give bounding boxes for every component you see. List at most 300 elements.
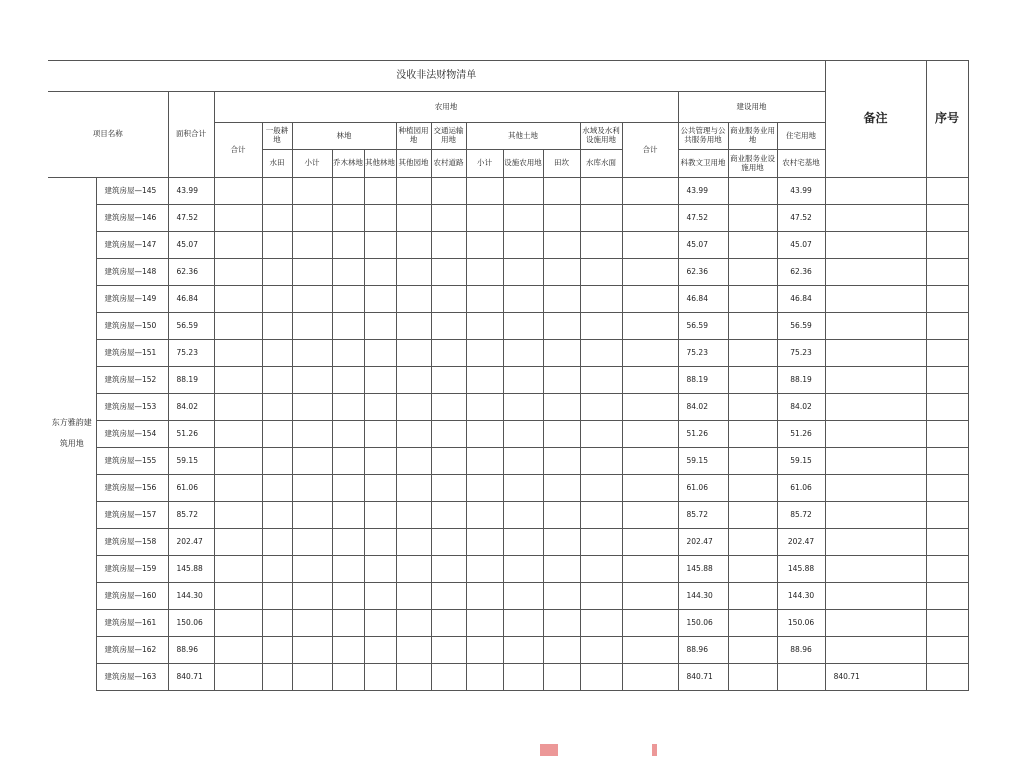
area-total-cell: 43.99 xyxy=(168,178,214,205)
public-mgmt-cell xyxy=(728,556,777,583)
empty-cell xyxy=(396,394,431,421)
commercial-cell: 62.36 xyxy=(777,259,825,286)
empty-cell xyxy=(332,637,364,664)
facility-agri-header: 设施农用地 xyxy=(503,150,543,178)
table-row xyxy=(48,583,968,610)
remark-cell xyxy=(926,502,968,529)
empty-cell xyxy=(543,421,580,448)
empty-cell xyxy=(580,475,622,502)
area-total-cell: 85.72 xyxy=(168,502,214,529)
empty-cell xyxy=(364,556,396,583)
empty-cell xyxy=(364,448,396,475)
construction-total-cell: 61.06 xyxy=(678,475,728,502)
empty-cell xyxy=(332,664,364,691)
table-row xyxy=(48,502,968,529)
residential-cell xyxy=(825,475,926,502)
remark-header: 备注 xyxy=(825,61,926,178)
empty-cell xyxy=(396,637,431,664)
empty-cell xyxy=(214,664,262,691)
area-total-cell: 59.15 xyxy=(168,448,214,475)
empty-cell xyxy=(292,313,332,340)
empty-cell xyxy=(622,610,678,637)
public-mgmt-cell xyxy=(728,502,777,529)
table-row xyxy=(48,313,968,340)
empty-cell xyxy=(262,232,292,259)
title-row xyxy=(48,61,968,92)
public-mgmt-cell xyxy=(728,205,777,232)
table-row xyxy=(48,259,968,286)
empty-cell xyxy=(622,502,678,529)
empty-cell xyxy=(214,556,262,583)
empty-cell xyxy=(262,394,292,421)
empty-cell xyxy=(431,610,466,637)
empty-cell xyxy=(466,205,503,232)
project-name-cell: 建筑房屋—148 xyxy=(96,259,168,286)
remark-cell xyxy=(926,610,968,637)
rural-homestead-header: 农村宅基地 xyxy=(777,150,825,178)
empty-cell xyxy=(503,637,543,664)
commercial-cell xyxy=(777,664,825,691)
empty-cell xyxy=(262,421,292,448)
commercial-cell: 88.19 xyxy=(777,367,825,394)
empty-cell xyxy=(503,502,543,529)
remark-cell xyxy=(926,529,968,556)
empty-cell xyxy=(214,529,262,556)
empty-cell xyxy=(543,205,580,232)
remark-cell xyxy=(926,205,968,232)
residential-cell xyxy=(825,286,926,313)
remark-cell xyxy=(926,232,968,259)
empty-cell xyxy=(466,394,503,421)
commercial-cell: 85.72 xyxy=(777,502,825,529)
empty-cell xyxy=(431,502,466,529)
scan-artifact-left xyxy=(540,744,558,756)
remark-cell xyxy=(926,340,968,367)
residential-cell xyxy=(825,313,926,340)
public-mgmt-cell xyxy=(728,664,777,691)
empty-cell xyxy=(503,475,543,502)
construction-total-cell: 202.47 xyxy=(678,529,728,556)
project-name-cell: 建筑房屋—152 xyxy=(96,367,168,394)
empty-cell xyxy=(431,394,466,421)
empty-cell xyxy=(431,448,466,475)
public-mgmt-cell xyxy=(728,286,777,313)
empty-cell xyxy=(214,178,262,205)
empty-cell xyxy=(580,367,622,394)
project-name-cell: 建筑房屋—151 xyxy=(96,340,168,367)
empty-cell xyxy=(543,637,580,664)
remark-cell xyxy=(926,448,968,475)
farmland-header: 农用地 xyxy=(214,92,678,123)
project-name-cell: 建筑房屋—158 xyxy=(96,529,168,556)
other-subtotal-header: 小计 xyxy=(466,150,503,178)
empty-cell xyxy=(466,583,503,610)
empty-cell xyxy=(332,583,364,610)
arbor-header: 乔木林地 xyxy=(332,150,364,178)
empty-cell xyxy=(543,448,580,475)
empty-cell xyxy=(503,610,543,637)
empty-cell xyxy=(503,556,543,583)
empty-cell xyxy=(543,286,580,313)
construction-total-cell: 47.52 xyxy=(678,205,728,232)
empty-cell xyxy=(396,286,431,313)
empty-cell xyxy=(580,394,622,421)
empty-cell xyxy=(262,637,292,664)
empty-cell xyxy=(332,421,364,448)
empty-cell xyxy=(580,502,622,529)
empty-cell xyxy=(580,340,622,367)
table-row xyxy=(48,232,968,259)
empty-cell xyxy=(292,205,332,232)
empty-cell xyxy=(622,556,678,583)
empty-cell xyxy=(622,475,678,502)
empty-cell xyxy=(466,421,503,448)
public-mgmt-header: 公共管理与公共服务用地 xyxy=(678,123,728,150)
project-name-cell: 建筑房屋—155 xyxy=(96,448,168,475)
empty-cell xyxy=(503,367,543,394)
residential-cell xyxy=(825,259,926,286)
commercial-cell: 61.06 xyxy=(777,475,825,502)
remark-cell xyxy=(926,583,968,610)
empty-cell xyxy=(364,637,396,664)
empty-cell xyxy=(262,448,292,475)
empty-cell xyxy=(262,502,292,529)
empty-cell xyxy=(262,556,292,583)
empty-cell xyxy=(466,286,503,313)
ridge-header: 田坎 xyxy=(543,150,580,178)
empty-cell xyxy=(466,232,503,259)
empty-cell xyxy=(396,610,431,637)
empty-cell xyxy=(580,448,622,475)
other-plantation-header: 其他园地 xyxy=(396,150,431,178)
empty-cell xyxy=(262,529,292,556)
confiscation-sheet xyxy=(48,60,968,688)
construction-total-cell: 43.99 xyxy=(678,178,728,205)
construction-total-cell: 84.02 xyxy=(678,394,728,421)
residential-cell xyxy=(825,529,926,556)
construction-total-cell: 45.07 xyxy=(678,232,728,259)
empty-cell xyxy=(332,394,364,421)
empty-cell xyxy=(214,286,262,313)
residential-cell xyxy=(825,421,926,448)
residential-cell xyxy=(825,583,926,610)
plantation-header: 种植园用地 xyxy=(396,123,431,150)
empty-cell xyxy=(580,610,622,637)
empty-cell xyxy=(396,502,431,529)
empty-cell xyxy=(622,367,678,394)
empty-cell xyxy=(214,205,262,232)
general-arable-header: 一般耕地 xyxy=(262,123,292,150)
empty-cell xyxy=(292,583,332,610)
empty-cell xyxy=(466,475,503,502)
empty-cell xyxy=(364,475,396,502)
empty-cell xyxy=(332,205,364,232)
residential-cell xyxy=(825,367,926,394)
remark-cell xyxy=(926,637,968,664)
empty-cell xyxy=(580,664,622,691)
empty-cell xyxy=(466,637,503,664)
empty-cell xyxy=(364,178,396,205)
empty-cell xyxy=(543,475,580,502)
empty-cell xyxy=(292,286,332,313)
area-total-cell: 75.23 xyxy=(168,340,214,367)
empty-cell xyxy=(396,448,431,475)
empty-cell xyxy=(292,502,332,529)
empty-cell xyxy=(431,664,466,691)
empty-cell xyxy=(466,664,503,691)
empty-cell xyxy=(214,259,262,286)
empty-cell xyxy=(503,529,543,556)
empty-cell xyxy=(466,556,503,583)
empty-cell xyxy=(431,178,466,205)
empty-cell xyxy=(543,259,580,286)
empty-cell xyxy=(292,421,332,448)
forest-subtotal-header: 小计 xyxy=(292,150,332,178)
empty-cell xyxy=(622,340,678,367)
project-name-header: 项目名称 xyxy=(48,92,168,178)
empty-cell xyxy=(364,664,396,691)
empty-cell xyxy=(364,529,396,556)
area-total-cell: 84.02 xyxy=(168,394,214,421)
empty-cell xyxy=(396,475,431,502)
project-name-cell: 建筑房屋—150 xyxy=(96,313,168,340)
commercial-facility-header: 商业服务业设施用地 xyxy=(728,150,777,178)
empty-cell xyxy=(503,286,543,313)
reservoir-header: 水库水面 xyxy=(580,150,622,178)
table-row xyxy=(48,475,968,502)
residential-cell xyxy=(825,394,926,421)
empty-cell xyxy=(580,259,622,286)
remark-cell xyxy=(926,286,968,313)
empty-cell xyxy=(503,421,543,448)
empty-cell xyxy=(292,394,332,421)
empty-cell xyxy=(214,367,262,394)
public-mgmt-cell xyxy=(728,259,777,286)
commercial-cell: 47.52 xyxy=(777,205,825,232)
scan-artifact-right xyxy=(652,744,657,756)
empty-cell xyxy=(262,340,292,367)
project-name-cell: 建筑房屋—163 xyxy=(96,664,168,691)
empty-cell xyxy=(332,502,364,529)
construction-total-cell: 88.19 xyxy=(678,367,728,394)
empty-cell xyxy=(431,259,466,286)
empty-cell xyxy=(503,664,543,691)
empty-cell xyxy=(431,232,466,259)
empty-cell xyxy=(622,637,678,664)
area-total-cell: 62.36 xyxy=(168,259,214,286)
empty-cell xyxy=(431,421,466,448)
residential-cell xyxy=(825,232,926,259)
commercial-cell: 46.84 xyxy=(777,286,825,313)
empty-cell xyxy=(580,529,622,556)
empty-cell xyxy=(364,421,396,448)
empty-cell xyxy=(622,394,678,421)
public-mgmt-cell xyxy=(728,367,777,394)
empty-cell xyxy=(292,475,332,502)
commercial-cell: 150.06 xyxy=(777,610,825,637)
table-row xyxy=(48,448,968,475)
empty-cell xyxy=(396,529,431,556)
area-total-cell: 45.07 xyxy=(168,232,214,259)
empty-cell xyxy=(396,556,431,583)
empty-cell xyxy=(622,448,678,475)
construction-total-cell: 56.59 xyxy=(678,313,728,340)
area-total-cell: 145.88 xyxy=(168,556,214,583)
empty-cell xyxy=(332,178,364,205)
commercial-cell: 43.99 xyxy=(777,178,825,205)
project-name-cell: 建筑房屋—156 xyxy=(96,475,168,502)
empty-cell xyxy=(503,205,543,232)
empty-cell xyxy=(364,340,396,367)
empty-cell xyxy=(214,448,262,475)
empty-cell xyxy=(503,448,543,475)
other-land-header: 其他土地 xyxy=(466,123,580,150)
other-forest-header: 其他林地 xyxy=(364,150,396,178)
remark-cell xyxy=(926,475,968,502)
remark-cell xyxy=(926,313,968,340)
commercial-cell: 145.88 xyxy=(777,556,825,583)
empty-cell xyxy=(332,286,364,313)
construction-total-cell: 145.88 xyxy=(678,556,728,583)
residential-cell xyxy=(825,340,926,367)
empty-cell xyxy=(543,610,580,637)
empty-cell xyxy=(292,529,332,556)
project-name-cell: 建筑房屋—145 xyxy=(96,178,168,205)
forest-header: 林地 xyxy=(292,123,396,150)
empty-cell xyxy=(262,205,292,232)
commercial-cell: 45.07 xyxy=(777,232,825,259)
table-row xyxy=(48,421,968,448)
construction-total-cell: 88.96 xyxy=(678,637,728,664)
empty-cell xyxy=(262,178,292,205)
empty-cell xyxy=(431,583,466,610)
empty-cell xyxy=(262,313,292,340)
empty-cell xyxy=(503,340,543,367)
construction-total-cell: 85.72 xyxy=(678,502,728,529)
empty-cell xyxy=(214,340,262,367)
empty-cell xyxy=(364,394,396,421)
empty-cell xyxy=(431,286,466,313)
empty-cell xyxy=(543,232,580,259)
empty-cell xyxy=(503,259,543,286)
empty-cell xyxy=(543,340,580,367)
construction-header: 建设用地 xyxy=(678,92,825,123)
empty-cell xyxy=(622,313,678,340)
construction-total-cell: 150.06 xyxy=(678,610,728,637)
empty-cell xyxy=(580,556,622,583)
empty-cell xyxy=(580,421,622,448)
empty-cell xyxy=(543,313,580,340)
empty-cell xyxy=(466,178,503,205)
commercial-cell: 202.47 xyxy=(777,529,825,556)
project-name-cell: 建筑房屋—146 xyxy=(96,205,168,232)
empty-cell xyxy=(543,394,580,421)
empty-cell xyxy=(332,313,364,340)
construction-total-cell: 75.23 xyxy=(678,340,728,367)
table-row xyxy=(48,205,968,232)
area-total-cell: 840.71 xyxy=(168,664,214,691)
empty-cell xyxy=(292,340,332,367)
empty-cell xyxy=(332,610,364,637)
empty-cell xyxy=(543,556,580,583)
empty-cell xyxy=(364,583,396,610)
empty-cell xyxy=(396,583,431,610)
empty-cell xyxy=(431,529,466,556)
project-name-cell: 建筑房屋—153 xyxy=(96,394,168,421)
empty-cell xyxy=(622,259,678,286)
residential-cell xyxy=(825,637,926,664)
water-facility-header: 水域及水利设施用地 xyxy=(580,123,622,150)
residential-cell xyxy=(825,502,926,529)
sci-edu-header: 科教文卫用地 xyxy=(678,150,728,178)
empty-cell xyxy=(292,259,332,286)
public-mgmt-cell xyxy=(728,421,777,448)
transport-header: 交通运输用地 xyxy=(431,123,466,150)
empty-cell xyxy=(332,367,364,394)
empty-cell xyxy=(580,286,622,313)
project-name-cell: 建筑房屋—159 xyxy=(96,556,168,583)
empty-cell xyxy=(292,664,332,691)
project-name-cell: 建筑房屋—147 xyxy=(96,232,168,259)
empty-cell xyxy=(466,529,503,556)
table-row xyxy=(48,529,968,556)
empty-cell xyxy=(466,610,503,637)
empty-cell xyxy=(466,340,503,367)
empty-cell xyxy=(431,340,466,367)
empty-cell xyxy=(292,178,332,205)
public-mgmt-cell xyxy=(728,313,777,340)
area-total-cell: 56.59 xyxy=(168,313,214,340)
empty-cell xyxy=(262,610,292,637)
empty-cell xyxy=(622,178,678,205)
table-row xyxy=(48,610,968,637)
empty-cell xyxy=(543,178,580,205)
empty-cell xyxy=(214,232,262,259)
table-row xyxy=(48,637,968,664)
project-name-cell: 建筑房屋—162 xyxy=(96,637,168,664)
empty-cell xyxy=(332,340,364,367)
public-mgmt-cell xyxy=(728,232,777,259)
area-total-cell: 202.47 xyxy=(168,529,214,556)
empty-cell xyxy=(622,664,678,691)
empty-cell xyxy=(580,205,622,232)
empty-cell xyxy=(580,178,622,205)
empty-cell xyxy=(292,448,332,475)
table-row xyxy=(48,178,968,205)
residential-cell: 840.71 xyxy=(825,664,926,691)
empty-cell xyxy=(214,421,262,448)
commercial-cell: 59.15 xyxy=(777,448,825,475)
empty-cell xyxy=(396,232,431,259)
empty-cell xyxy=(431,475,466,502)
table-row xyxy=(48,286,968,313)
project-name-cell: 建筑房屋—161 xyxy=(96,610,168,637)
empty-cell xyxy=(431,367,466,394)
public-mgmt-cell xyxy=(728,340,777,367)
empty-cell xyxy=(332,556,364,583)
empty-cell xyxy=(332,448,364,475)
area-total-cell: 51.26 xyxy=(168,421,214,448)
table-row xyxy=(48,394,968,421)
remark-cell xyxy=(926,178,968,205)
empty-cell xyxy=(214,610,262,637)
residential-cell xyxy=(825,556,926,583)
public-mgmt-cell xyxy=(728,394,777,421)
empty-cell xyxy=(503,178,543,205)
seq-header: 序号 xyxy=(926,61,968,178)
empty-cell xyxy=(364,259,396,286)
area-total-cell: 61.06 xyxy=(168,475,214,502)
